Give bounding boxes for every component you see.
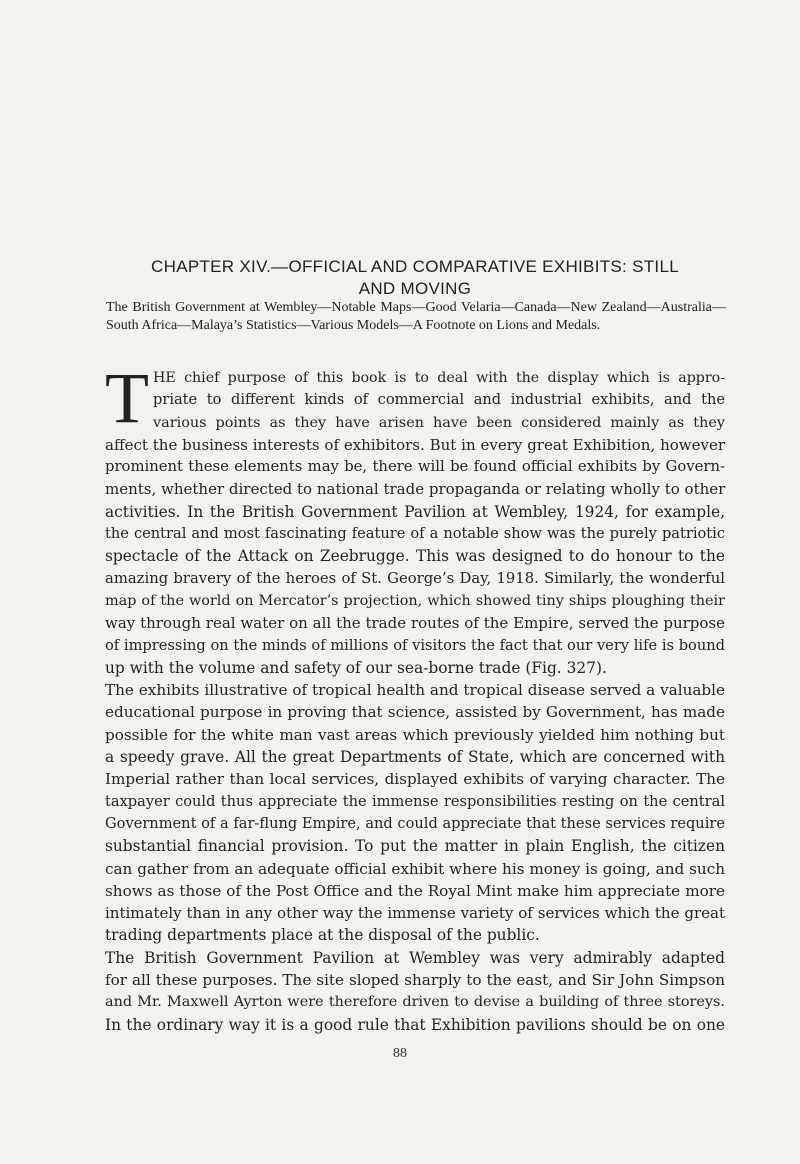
text-line: intimately than in any other way the immense variety of services which the great: [105, 904, 725, 923]
page-number: 88: [393, 1046, 407, 1061]
text-line: affect the business interests of exhibitors. But in every great Exhibition, however: [105, 435, 725, 454]
text-line: of impressing on the minds of millions of visitors the fact that our very life is bound: [105, 636, 725, 654]
text-line: for all these purposes. The site sloped sharply to the east, and Sir John Simpson: [105, 971, 725, 990]
text-line: The exhibits illustrative of tropical health and tropical disease served a valuable: [105, 681, 725, 700]
chapter-synopsis: The British Government at Wembley—Notable Maps—Good Velaria—Canada—New Zealand—Australia—South Africa—Malaya’s Statistics—Various Models—A Footnote on Lions and Medals.: [106, 300, 726, 333]
text-line: amazing bravery of the heroes of St. George’s Day, 1918. Similarly, the wonderful: [105, 569, 725, 587]
text-line: Government of a far-flung Empire, and could appreciate that these services require: [105, 814, 725, 832]
text-line: trading departments place at the disposal of the public.: [105, 926, 540, 945]
text-line: the central and most fascinating feature of a notable show was the purely patriotic: [105, 525, 725, 543]
text-line: substantial financial provision. To put the matter in plain English, the citizen: [105, 837, 725, 856]
text-line: a speedy grave. All the great Departments of State, which are concerned with: [105, 748, 725, 767]
text-line: various points as they have arisen have been considered mainly as they: [153, 414, 725, 431]
text-line: ments, whether directed to national trade propaganda or relating wholly to other: [105, 480, 726, 499]
drop-cap: T: [105, 358, 149, 438]
chapter-title-line-2: AND MOVING: [358, 279, 472, 298]
text-line: up with the volume and safety of our sea-borne trade (Fig. 327).: [105, 658, 607, 677]
text-line: and Mr. Maxwell Ayrton were therefore driven to devise a building of three storeys.: [105, 994, 725, 1011]
text-line: shows as those of the Post Office and the Royal Mint make him appreciate more: [105, 881, 725, 900]
text-line: way through real water on all the trade routes of the Empire, served the purpose: [105, 614, 725, 633]
body-text: [105, 358, 726, 1036]
chapter-title: [100, 256, 730, 300]
text-line: In the ordinary way it is a good rule that Exhibition pavilions should be on one: [105, 1015, 725, 1034]
text-line: spectacle of the Attack on Zeebrugge. This was designed to do honour to the: [105, 547, 725, 566]
text-line: map of the world on Mercator’s projection, which showed tiny ships ploughing their: [105, 592, 725, 609]
text-line: activities. In the British Government Pavilion at Wembley, 1924, for example,: [105, 502, 725, 521]
text-line: Imperial rather than local services, displayed exhibits of varying character. The: [105, 770, 725, 789]
text-line: priate to different kinds of commercial and industrial exhibits, and the: [153, 391, 725, 409]
text-line: educational purpose in proving that science, assisted by Government, has made: [105, 703, 725, 722]
text-line: taxpayer could thus appreciate the immense responsibilities resting on the central: [105, 792, 725, 810]
chapter-title-line-1: CHAPTER XIV.—OFFICIAL AND COMPARATIVE EXHIBITS: STILL: [151, 257, 679, 276]
text-line: can gather from an adequate official exhibit where his money is going, and such: [105, 859, 725, 878]
text-line: possible for the white man vast areas which previously yielded him nothing but: [105, 725, 725, 744]
text-line: prominent these elements may be, there will be found official exhibits by Govern-: [105, 458, 725, 476]
text-line: HE chief purpose of this book is to deal with the display which is appro-: [153, 370, 725, 386]
text-line: The British Government Pavilion at Wembley was very admirably adapted: [105, 948, 725, 967]
